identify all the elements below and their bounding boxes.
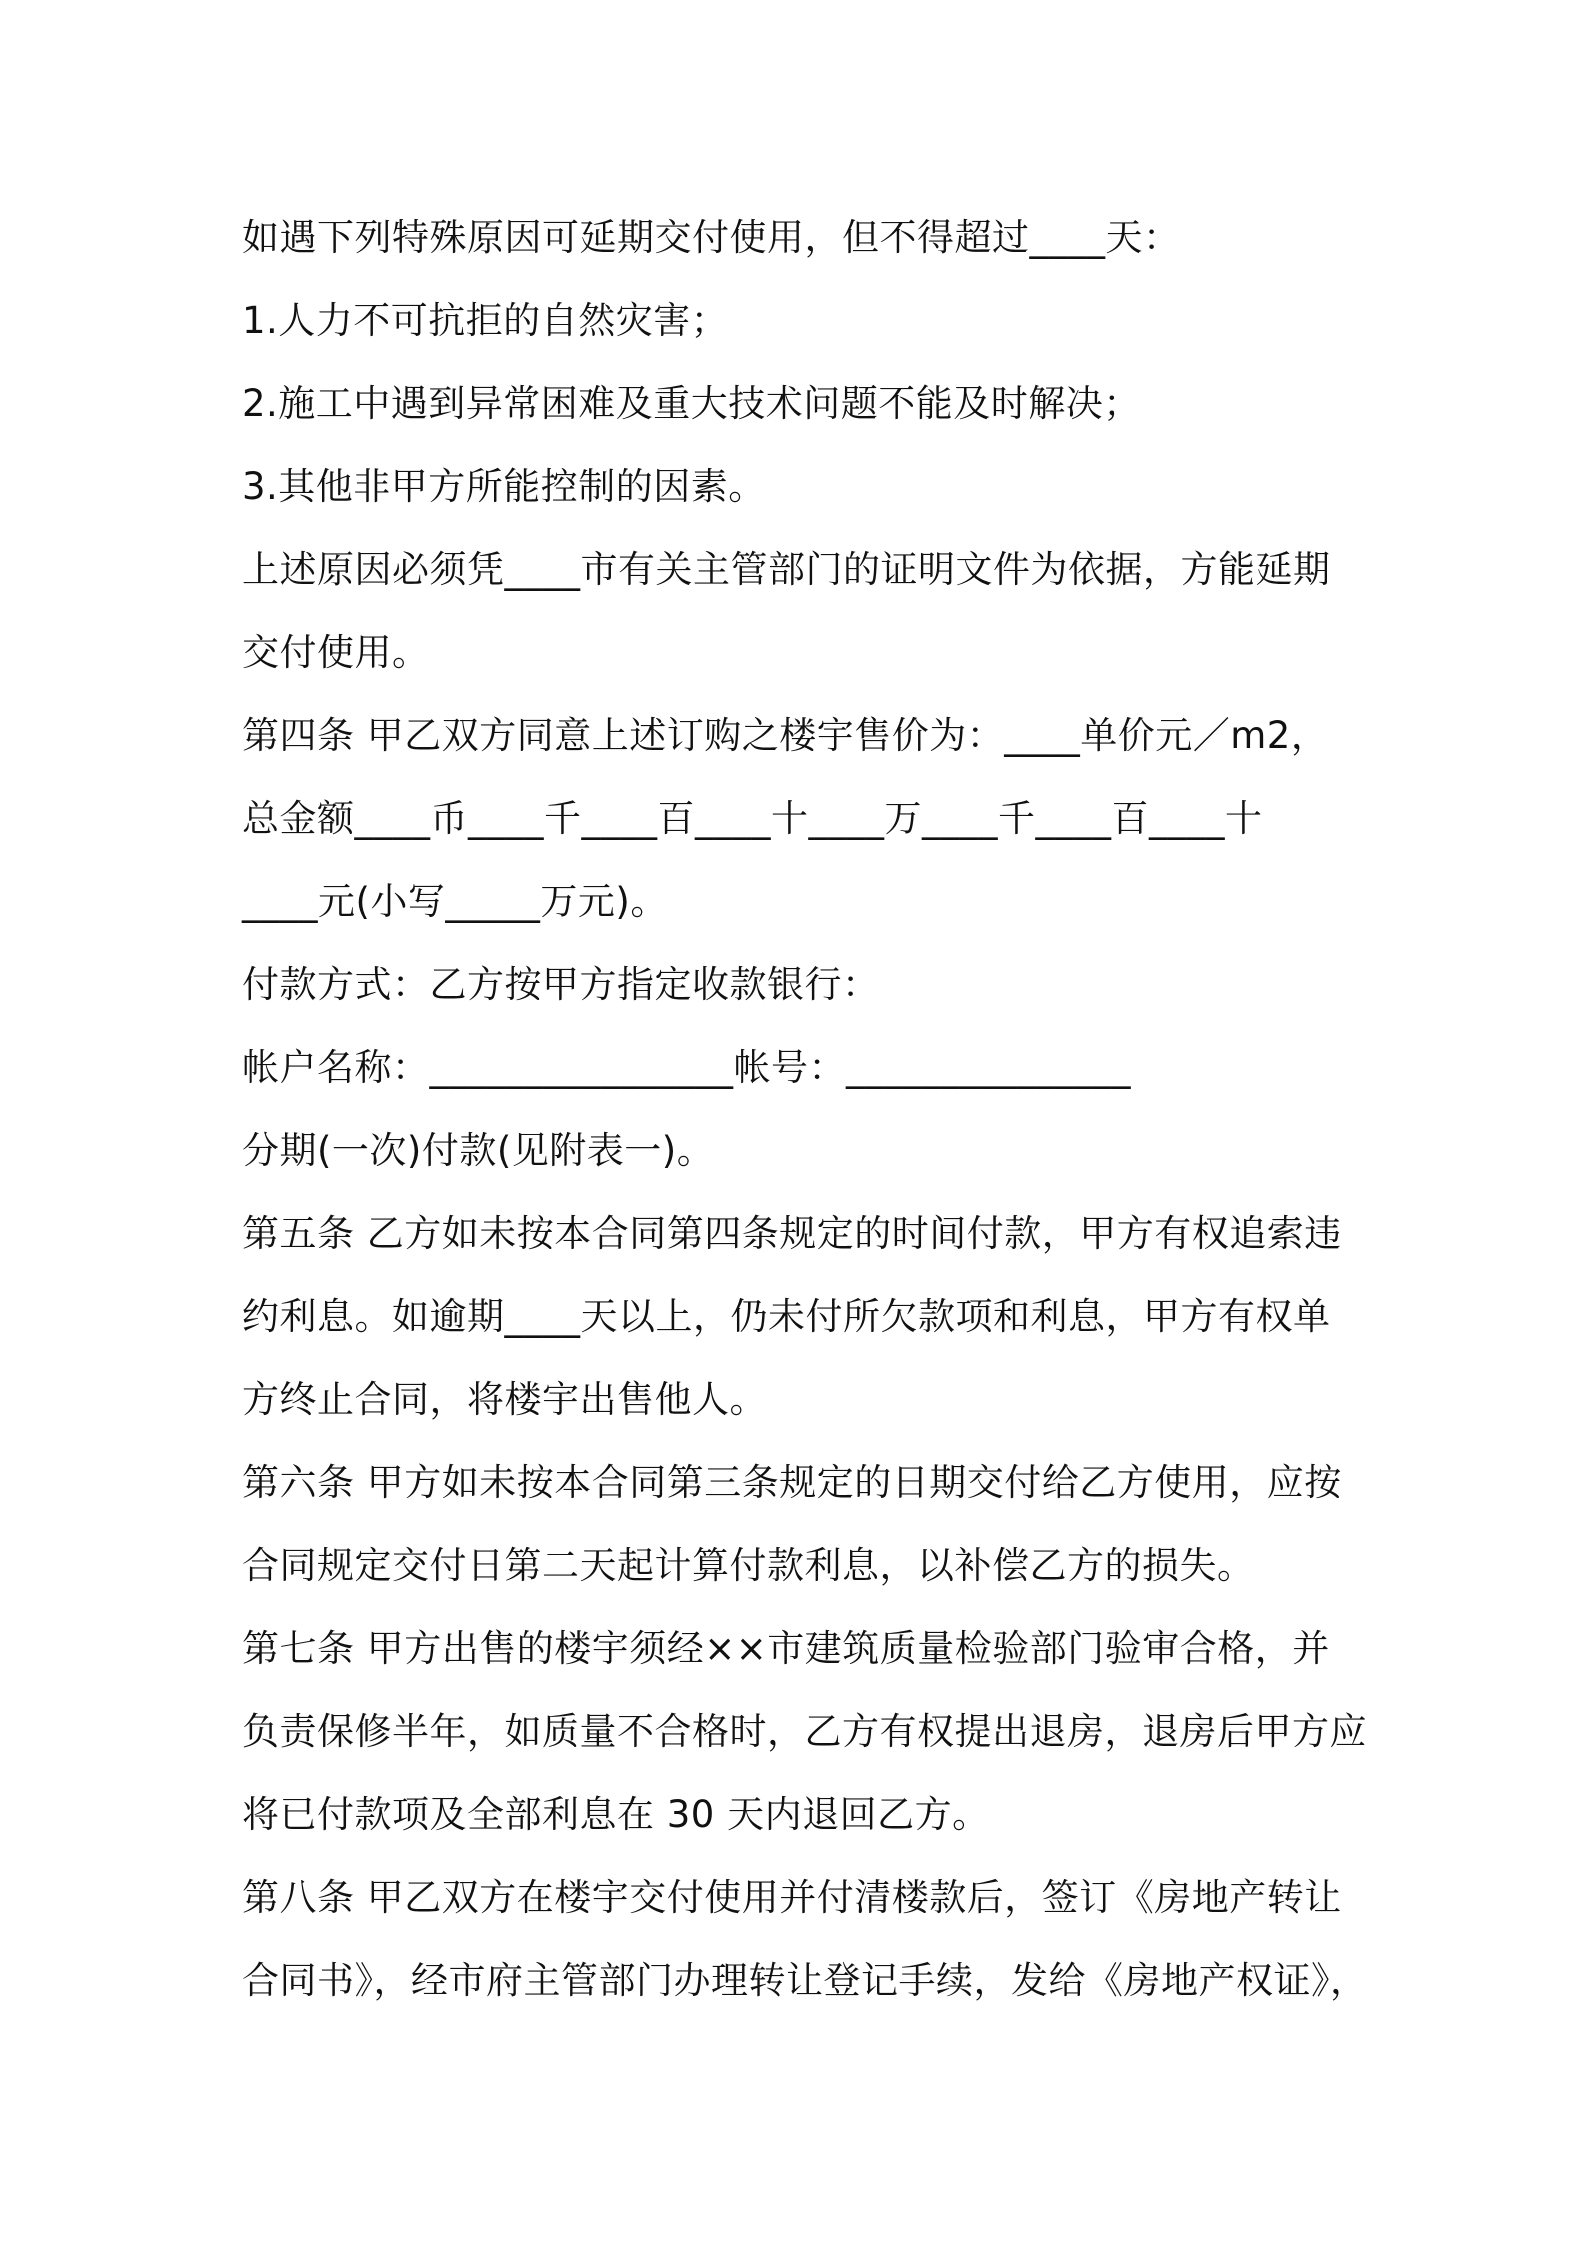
text-line: 分期(一次)付款(见附表一)。 xyxy=(242,1129,715,1172)
text-line: 负责保修半年，如质量不合格时，乙方有权提出退房，退房后甲方应 xyxy=(242,1710,1367,1753)
text-line: 第七条 甲方出售的楼宇须经××市建筑质量检验部门验审合格，并 xyxy=(242,1627,1330,1670)
text-line: 第八条 甲乙双方在楼宇交付使用并付清楼款后，签订《房地产转让 xyxy=(242,1876,1342,1919)
text-line: 合同书》，经市府主管部门办理转让登记手续，发给《房地产权证》， xyxy=(242,1959,1368,2002)
text-line: 第六条 甲方如未按本合同第三条规定的日期交付给乙方使用，应按 xyxy=(242,1461,1342,1504)
text-line: 第四条 甲乙双方同意上述订购之楼宇售价为：____单价元／m2， xyxy=(242,714,1329,757)
text-line: 3.其他非甲方所能控制的因素。 xyxy=(242,465,766,508)
text-line: 付款方式：乙方按甲方指定收款银行： xyxy=(242,963,880,1006)
text-line: 方终止合同，将楼宇出售他人。 xyxy=(242,1378,767,1421)
text-line: 约利息。如逾期____天以上，仍未付所欠款项和利息，甲方有权单 xyxy=(242,1295,1331,1338)
text-line: 2.施工中遇到异常困难及重大技术问题不能及时解决； xyxy=(242,382,1141,425)
text-line: 如遇下列特殊原因可延期交付使用，但不得超过____天： xyxy=(242,216,1181,259)
text-line: ____元(小写_____万元)。 xyxy=(242,880,668,923)
text-line: 上述原因必须凭____市有关主管部门的证明文件为依据，方能延期 xyxy=(242,548,1331,591)
text-line: 将已付款项及全部利息在 30 天内退回乙方。 xyxy=(242,1793,990,1836)
text-line: 1.人力不可抗拒的自然灾害； xyxy=(242,299,729,342)
text-line: 帐户名称：________________帐号：_______________ xyxy=(242,1046,1131,1089)
text-line: 总金额____币____千____百____十____万____千____百____十 xyxy=(242,797,1263,840)
text-line: 合同规定交付日第二天起计算付款利息，以补偿乙方的损失。 xyxy=(242,1544,1255,1587)
document-body xyxy=(242,196,1368,2022)
text-line: 第五条 乙方如未按本合同第四条规定的时间付款，甲方有权追索违 xyxy=(242,1212,1342,1255)
text-line: 交付使用。 xyxy=(242,631,430,674)
